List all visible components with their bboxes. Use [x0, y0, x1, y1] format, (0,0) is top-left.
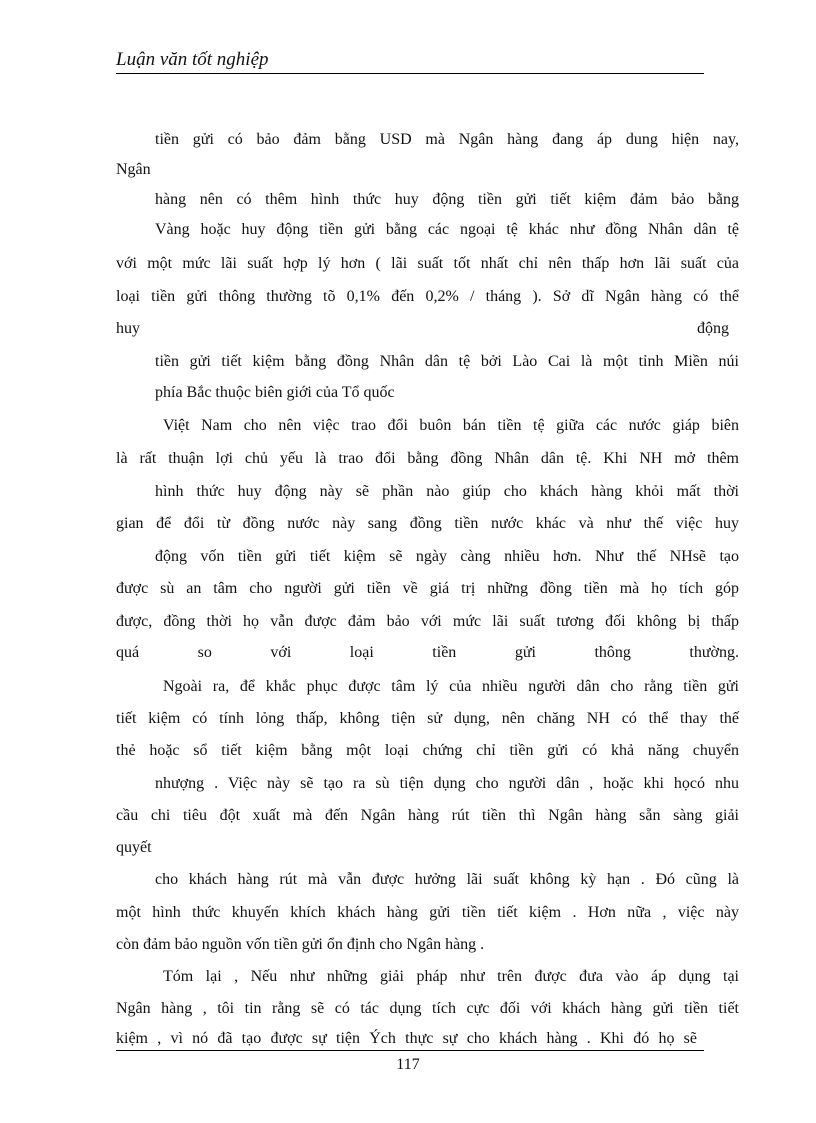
body-line: là rất thuận lợi chủ yếu là trao đổi bằng đồng Nhân dân tệ. Khi NH mở thêm	[116, 450, 739, 467]
body-line: Ngân hàng , tôi tin rằng sẽ có tác dụng tích cực đối với khách hàng gửi tiền tiết	[116, 1000, 739, 1017]
body-line: tiết kiệm có tính lỏng thấp, không tiện sử dụng, nên chăng NH có thể thay thế	[116, 710, 739, 727]
body-line: huy	[116, 320, 140, 337]
body-line: hàng nên có thêm hình thức huy động tiền gửi tiết kiệm đảm bảo bằng	[155, 191, 739, 208]
body-line: nhượng . Việc này sẽ tạo ra sù tiện dụng cho người dân , hoặc khi họcó nhu	[155, 775, 739, 792]
body-line: một hình thức khuyến khích khách hàng gửi tiền tiết kiệm . Hơn nữa , việc này	[116, 904, 739, 921]
body-line: Tóm lại , Nếu như những giải pháp như trên được đưa vào áp dụng tại	[163, 968, 739, 985]
body-line: động vốn tiền gửi tiết kiệm sẽ ngày càng nhiều hơn. Như thế NHsẽ tạo	[155, 548, 739, 565]
body-line: thẻ hoặc sổ tiết kiệm bằng một loại chứng chỉ tiền gửi có khả năng chuyển	[116, 742, 739, 759]
running-header: Luận văn tốt nghiệp	[116, 48, 704, 74]
body-line: phía Bắc thuộc biên giới của Tổ quốc	[155, 384, 395, 401]
body-line: quá so với loại tiền gửi thông thường.	[116, 644, 739, 661]
body-line: Ngoài ra, để khắc phục được tâm lý của nhiều người dân cho rằng tiền gửi	[163, 678, 739, 695]
body-line: với một mức lãi suất hợp lý hơn ( lãi suất tốt nhất chỉ nên thấp hơn lãi suất của	[116, 255, 739, 272]
body-line: gian để đổi từ đồng nước này sang đồng tiền nước khác và như thế việc huy	[116, 515, 739, 532]
body-line: động	[697, 320, 729, 337]
body-line: còn đảm bảo nguồn vốn tiền gửi ổn định cho Ngân hàng .	[116, 936, 485, 953]
body-line: được, đồng thời họ vẫn được đảm bảo với mức lãi suất tương đối không bị thấp	[116, 613, 739, 630]
body-line: tiền gửi tiết kiệm bằng đồng Nhân dân tệ bởi Lào Cai là một tỉnh Miền núi	[155, 353, 739, 370]
body-line: cầu chi tiêu đột xuất mà đến Ngân hàng rút tiền thì Ngân hàng sẵn sàng giải	[116, 807, 739, 824]
footer-rule	[116, 1050, 704, 1051]
body-line: tiền gửi có bảo đảm bằng USD mà Ngân hàng đang áp dung hiện nay,	[155, 131, 739, 148]
body-line: loại tiền gửi thông thường tõ 0,1% đến 0,2% / tháng ). Sở dĩ Ngân hàng có thể	[116, 288, 739, 305]
body-line: hình thức huy động này sẽ phần nào giúp cho khách hàng khỏi mất thời	[155, 483, 739, 500]
body-line: được sù an tâm cho người gửi tiền về giá trị những đồng tiền mà họ tích góp	[116, 580, 739, 597]
body-line: Vàng hoặc huy động tiền gửi bằng các ngoại tệ khác như đồng Nhân dân tệ	[155, 221, 739, 238]
body-line: Việt Nam cho nên việc trao đổi buôn bán tiền tệ giữa các nước giáp biên	[163, 417, 739, 434]
body-line: cho khách hàng rút mà vẫn được hưởng lãi suất không kỳ hạn . Đó cũng là	[155, 871, 739, 888]
body-line: quyết	[116, 839, 152, 856]
body-line: kiệm , vì nó đã tạo được sự tiện Ých thực sự cho khách hàng . Khi đó họ sẽ	[116, 1030, 697, 1047]
page-number: 117	[396, 1056, 420, 1073]
body-line: Ngân	[116, 161, 151, 178]
